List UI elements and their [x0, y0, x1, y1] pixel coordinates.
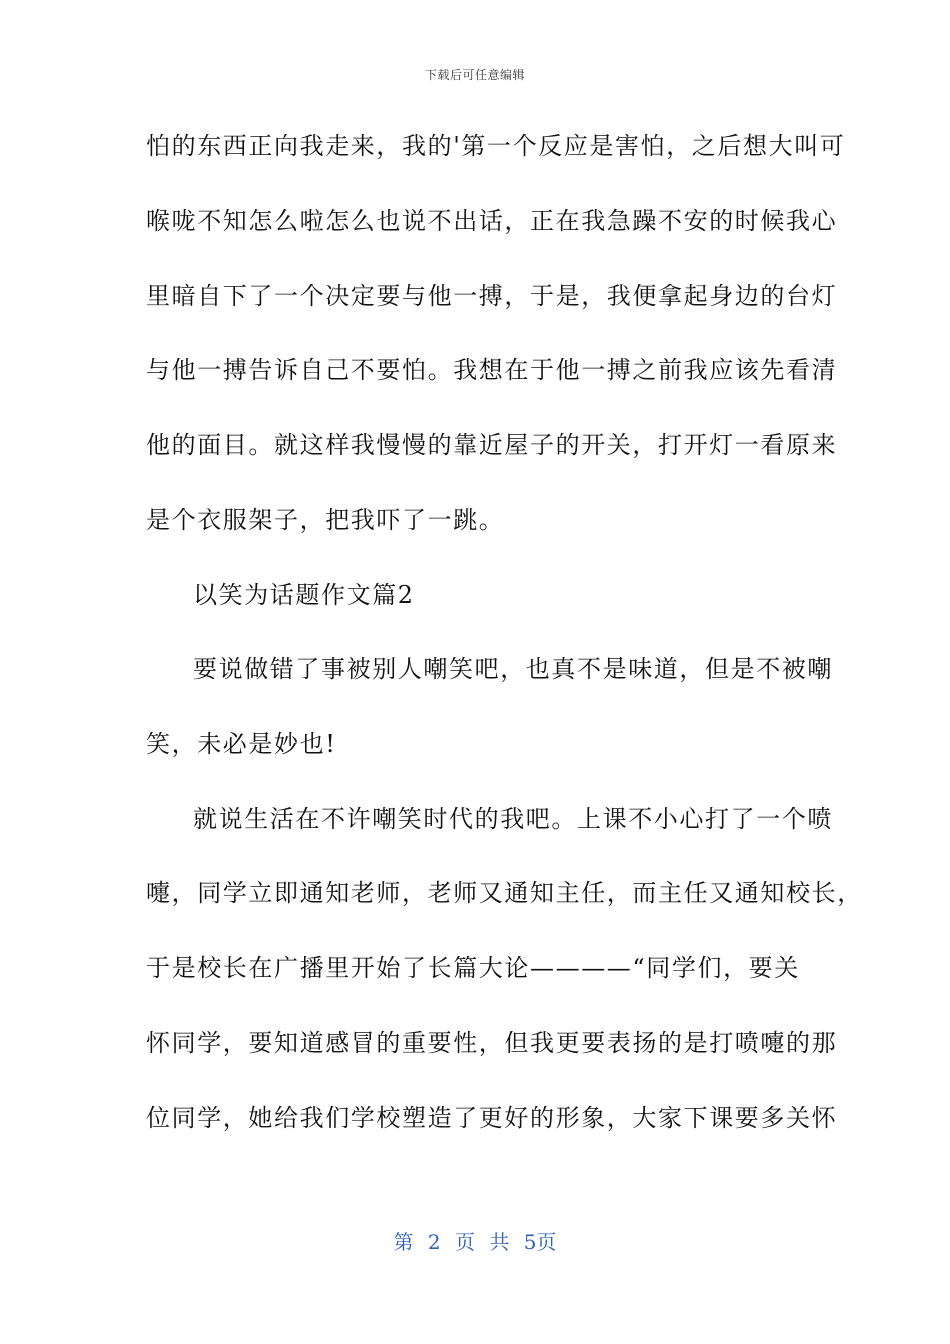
text-line: 与他一搏告诉自己不要怕。我想在于他一搏之前我应该先看清 — [146, 356, 838, 384]
section-heading: 以笑为话题作文篇2 — [193, 581, 415, 609]
text-line: 嚏，同学立即通知老师，老师又通知主任，而主任又通知校长， — [146, 879, 863, 907]
text-line: 怀同学，要知道感冒的重要性，但我更要表扬的是打喷嚏的那 — [146, 1029, 838, 1057]
text-line: 他的面目。就这样我慢慢的靠近屋子的开关，打开灯一看原来 — [146, 431, 838, 459]
text-line: 里暗自下了一个决定要与他一搏，于是，我便拿起身边的台灯 — [146, 282, 838, 310]
text-line: 就说生活在不许嘲笑时代的我吧。上课不小心打了一个喷 — [193, 805, 833, 833]
download-editable-note: 下载后可任意编辑 — [424, 68, 525, 82]
text-line: 于是校长在广播里开始了长篇大论————“同学们，要关 — [146, 954, 800, 982]
text-line: 喉咙不知怎么啦怎么也说不出话，正在我急躁不安的时候我心 — [146, 207, 838, 235]
text-line: 要说做错了事被别人嘲笑吧，也真不是味道，但是不被嘲 — [193, 655, 833, 683]
text-line: 笑，未必是妙也! — [146, 730, 337, 758]
text-line: 是个衣服架子，把我吓了一跳。 — [146, 506, 505, 534]
page-indicator: 第 2 页 共 5页 — [393, 1230, 557, 1254]
text-line: 怕的东西正向我走来，我的'第一个反应是害怕，之后想大叫可 — [146, 132, 846, 160]
text-line: 位同学，她给我们学校塑造了更好的形象，大家下课要多关怀 — [146, 1104, 838, 1132]
